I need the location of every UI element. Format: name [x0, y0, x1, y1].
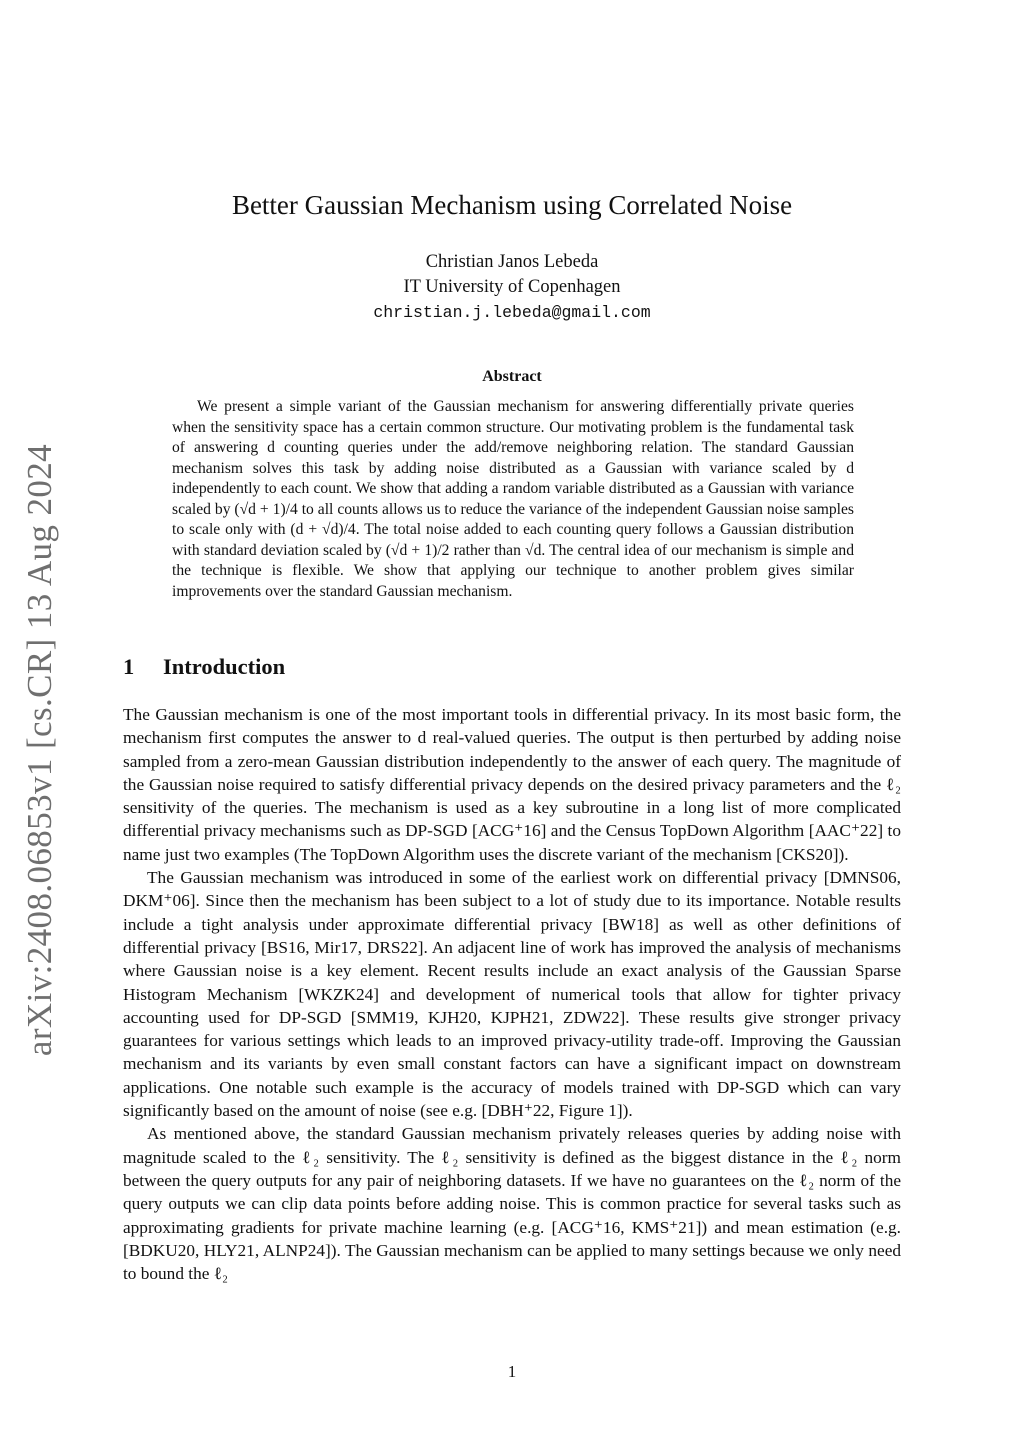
- paragraph: As mentioned above, the standard Gaussian mechanism privately releases queries by adding noise with magnitude scaled to the ℓ₂ sensitivity. The ℓ₂ sensitivity is defined as the biggest distance in the ℓ₂ norm between the query outputs for any pair of neighboring datasets. If we have no guarantees on the ℓ₂ norm of the query outputs we can clip data points before adding noise. This is common practice for several tasks such as approximating gradients for private machine learning (e.g. [ACG⁺16, KMS⁺21]) and mean estimation (e.g. [BDKU20, HLY21, ALNP24]). The Gaussian mechanism can be applied to many settings because we only need to bound the ℓ₂: [123, 1124, 901, 1284]
- abstract-text: We present a simple variant of the Gaussian mechanism for answering differentially private queries when the sensitivity space has a certain common structure. Our motivating problem is the fundamental task of answering d counting queries under the add/remove neighboring relation. The standard Gaussian mechanism solves this task by adding noise distributed as a Gaussian with variance scaled by d independently to each count. We show that adding a random variable distributed as a Gaussian with variance scaled by (√d + 1)/4 to all counts allows us to reduce the variance of the independent Gaussian noise samples to scale only with (d + √d)/4. The total noise added to each counting query follows a Gaussian distribution with standard deviation scaled by (√d + 1)/2 rather than √d. The central idea of our mechanism is simple and the technique is flexible. We show that applying our technique to another problem gives similar improvements over the standard Gaussian mechanism.: [172, 398, 854, 600]
- paper-title: Better Gaussian Mechanism using Correlated Noise: [231, 190, 793, 220]
- paragraph: The Gaussian mechanism was introduced in some of the earliest work on differential privacy [DMNS06, DKM⁺06]. Since then the mechanism has been subject to a lot of study due to its importance. Notable results include a tight analysis under approximate differential privacy [BW18] as well as other definitions of differential privacy [BS16, Mir17, DRS22]. An adjacent line of work has improved the analysis of mechanisms where Gaussian noise is a key element. Recent results include an exact analysis of the Gaussian Sparse Histogram Mechanism [WKZK24] and development of numerical tools that allow for tighter privacy accounting used for DP-SGD [SMM19, KJH20, KJPH21, ZDW22]. These results give stronger privacy guarantees for various settings which leads to an improved privacy-utility trade-off. Improving the Gaussian mechanism and its variants by even small constant factors can have a significant impact on downstream applications. One notable such example is the accuracy of models trained with DP-SGD which can vary significantly based on the amount of noise (see e.g. [DBH⁺22, Figure 1]).: [123, 868, 901, 1121]
- section-title: Introduction: [163, 654, 286, 679]
- author-name: Christian Janos Lebeda: [425, 252, 599, 272]
- abstract-heading: Abstract: [482, 368, 542, 385]
- body-text: [123, 703, 901, 1285]
- arxiv-sidebar: [10, 440, 70, 1060]
- paragraph: The Gaussian mechanism is one of the most important tools in differential privacy. In its most basic form, the mechanism first computes the answer to d real-valued queries. The output is then perturbed by adding noise sampled from a zero-mean Gaussian distribution independently to the answer of each query. The magnitude of the Gaussian noise required to satisfy differential privacy depends on the desired privacy parameters and the ℓ₂ sensitivity of the queries. The mechanism is used as a key subroutine in a long list of more complicated differential privacy mechanisms such as DP-SGD [ACG⁺16] and the Census TopDown Algorithm [AAC⁺22] to name just two examples (The TopDown Algorithm uses the discrete variant of the mechanism [CKS20]).: [123, 705, 901, 864]
- author-affiliation: IT University of Copenhagen: [403, 277, 621, 297]
- page-number: 1: [507, 1362, 517, 1381]
- arxiv-identifier: arXiv:2408.06853v1 [cs.CR] 13 Aug 2024: [20, 443, 59, 1057]
- section-number: 1: [123, 654, 135, 679]
- section-heading: [123, 654, 285, 680]
- author-email: christian.j.lebeda@gmail.com: [373, 303, 651, 322]
